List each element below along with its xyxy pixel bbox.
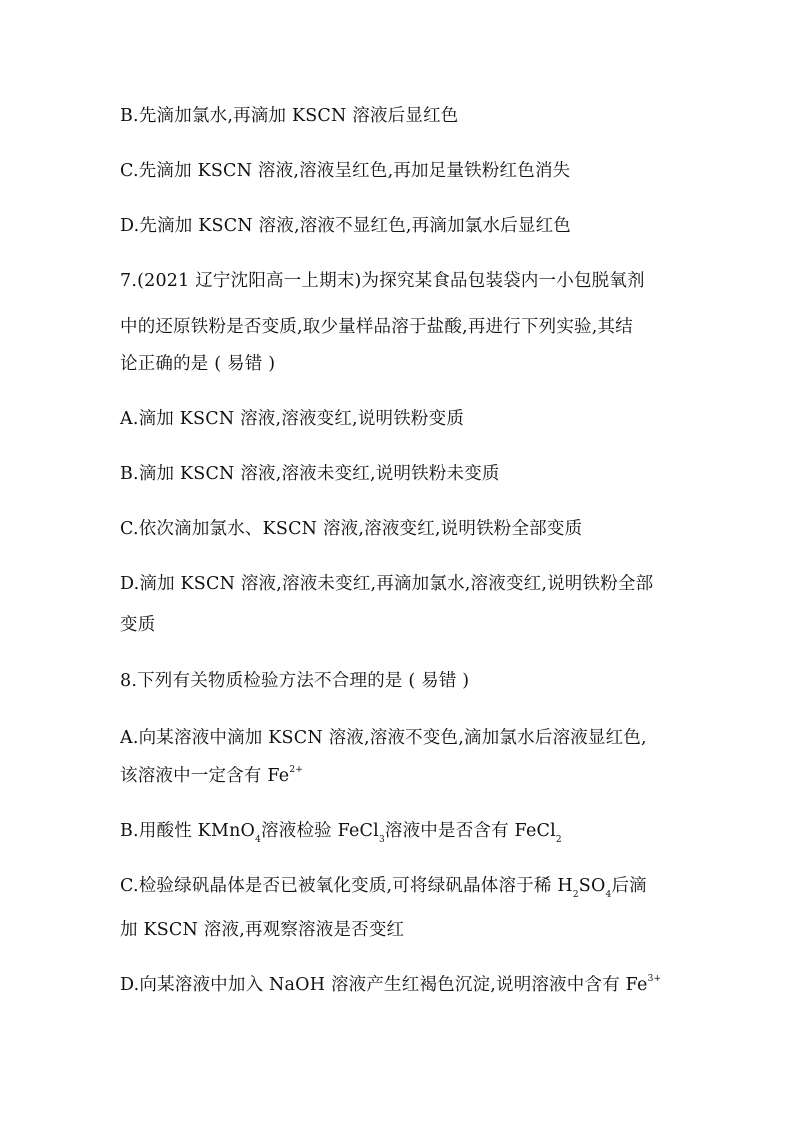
q6-option-d: D.先滴加 KSCN 溶液,溶液不显红色,再滴加氯水后显红色	[120, 216, 571, 236]
q7-stem-line1: 7.(2021 辽宁沈阳高一上期末)为探究某食品包装袋内一小包脱氧剂	[120, 271, 645, 291]
q7-option-d-line1: D.滴加 KSCN 溶液,溶液未变红,再滴加氯水,溶液变红,说明铁粉全部	[120, 574, 654, 594]
q8-option-c-line1	[120, 874, 647, 898]
q8-option-c-line2: 加 KSCN 溶液,再观察溶液是否变红	[120, 920, 405, 940]
h2so4-subscript-o: 4	[605, 889, 612, 900]
q7-option-d-line2: 变质	[120, 615, 156, 635]
q6-option-b: B.先滴加氯水,再滴加 KSCN 溶液后显红色	[120, 106, 459, 126]
q7-stem-line3: 论正确的是 ( 易错 )	[120, 354, 276, 374]
q8-option-b-part3: 溶液中是否含有 FeCl	[384, 821, 556, 841]
q8-stem: 8.下列有关物质检验方法不合理的是 ( 易错 )	[120, 671, 470, 691]
q8-option-a-line2-text: 该溶液中一定含有 Fe	[120, 766, 290, 786]
fecl3-subscript: 3	[378, 834, 385, 845]
q8-option-d	[120, 973, 661, 997]
q8-option-b-part2: 溶液检验 FeCl	[261, 821, 379, 841]
fe2-charge: 2+	[289, 765, 303, 776]
q7-stem-line2: 中的还原铁粉是否变质,取少量样品溶于盐酸,再进行下列实验,其结	[120, 317, 633, 337]
fecl2-subscript: 2	[555, 834, 562, 845]
q6-option-c: C.先滴加 KSCN 溶液,溶液呈红色,再加足量铁粉红色消失	[120, 161, 571, 181]
fe3-charge: 3+	[647, 974, 662, 985]
q8-option-b	[120, 819, 562, 843]
q7-option-c: C.依次滴加氯水、KSCN 溶液,溶液变红,说明铁粉全部变质	[120, 519, 583, 539]
q8-option-b-part1: B.用酸性 KMnO	[120, 821, 256, 841]
q8-option-a-line2	[120, 764, 303, 788]
q8-option-c-part2: SO	[578, 876, 606, 896]
q8-option-c-part1: C.检验绿矾晶体是否已被氧化变质,可将绿矾晶体溶于稀 H	[120, 876, 573, 896]
q8-option-a-line1: A.向某溶液中滴加 KSCN 溶液,溶液不变色,滴加氯水后溶液显红色,	[120, 728, 647, 748]
q7-option-b: B.滴加 KSCN 溶液,溶液未变红,说明铁粉未变质	[120, 464, 500, 484]
q8-option-d-text: D.向某溶液中加入 NaOH 溶液产生红褐色沉淀,说明溶液中含有 Fe	[120, 975, 648, 995]
q8-option-c-part3: 后滴	[611, 876, 647, 896]
kmno4-subscript: 4	[255, 834, 262, 845]
q7-option-a: A.滴加 KSCN 溶液,溶液变红,说明铁粉变质	[120, 409, 465, 429]
h2so4-subscript-h: 2	[572, 889, 579, 900]
